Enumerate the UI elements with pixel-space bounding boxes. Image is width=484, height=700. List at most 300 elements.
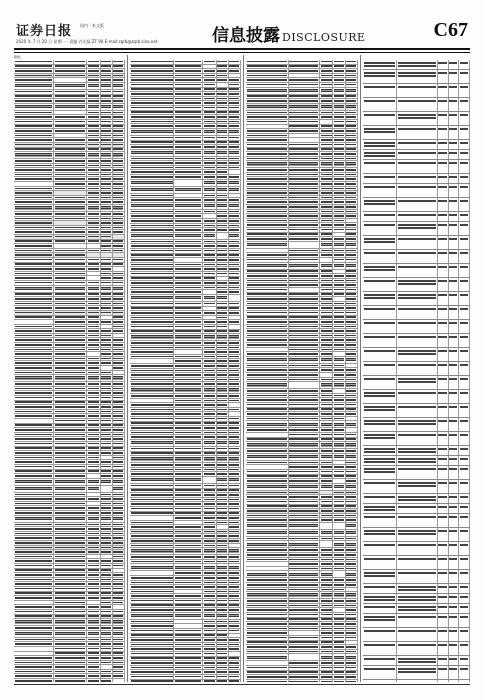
table-cell xyxy=(217,286,229,290)
table-cell xyxy=(54,569,87,573)
table-cell xyxy=(217,311,229,315)
table-cell xyxy=(229,120,241,124)
table-cell xyxy=(130,382,174,386)
table-cell xyxy=(54,465,87,469)
table-cell xyxy=(449,150,460,159)
table-cell xyxy=(130,493,174,497)
table-row xyxy=(246,263,358,270)
table-cell xyxy=(54,642,87,646)
table-cell xyxy=(320,553,333,557)
table-cell xyxy=(459,362,470,375)
table-cell xyxy=(54,375,87,381)
table-cell xyxy=(438,292,449,305)
table-row xyxy=(363,528,470,542)
table-cell xyxy=(289,99,320,103)
table-cell xyxy=(101,516,113,522)
table-cell xyxy=(203,210,216,214)
table-cell xyxy=(289,364,320,368)
table-cell xyxy=(320,592,333,598)
table-cell xyxy=(397,362,438,375)
table-cell xyxy=(87,460,100,464)
table-cell xyxy=(113,506,125,510)
table-cell xyxy=(333,302,345,306)
table-cell xyxy=(449,70,460,83)
table-cell xyxy=(101,272,113,276)
table-cell xyxy=(229,666,241,670)
table-cell xyxy=(346,537,358,541)
table-cell xyxy=(14,405,54,409)
table-cell xyxy=(113,217,125,221)
table-cell xyxy=(333,442,345,448)
table-cell xyxy=(14,516,54,522)
table-cell xyxy=(289,138,320,142)
table-row xyxy=(363,150,470,160)
table-cell xyxy=(54,129,87,133)
table-cell xyxy=(346,495,358,499)
table-cell xyxy=(217,272,229,276)
table-cell xyxy=(130,489,174,493)
table-cell xyxy=(459,264,470,277)
table-cell xyxy=(246,348,289,352)
table-cell xyxy=(113,433,125,437)
table-cell xyxy=(101,325,113,329)
table-cell xyxy=(101,527,113,531)
table-cell xyxy=(203,525,216,529)
table-cell xyxy=(320,95,333,99)
table-cell xyxy=(449,184,460,197)
table-cell xyxy=(217,214,229,218)
table-cell xyxy=(246,83,289,87)
table-cell xyxy=(229,382,241,386)
table-cell xyxy=(130,525,174,529)
table-cell xyxy=(229,187,241,193)
table-cell xyxy=(174,544,203,548)
table-cell xyxy=(346,421,358,427)
table-cell xyxy=(101,375,113,381)
table-cell xyxy=(397,250,438,263)
table-cell xyxy=(246,636,289,640)
section-title-cn: 信息披露 xyxy=(212,26,280,46)
table-cell xyxy=(438,236,449,249)
table-cell xyxy=(289,408,320,412)
table-cell xyxy=(130,604,174,608)
table-cell xyxy=(346,191,358,195)
table-cell xyxy=(113,244,125,248)
table-cell xyxy=(130,320,174,324)
table-cell xyxy=(333,187,345,191)
table-cell xyxy=(346,433,358,437)
table-cell xyxy=(320,599,333,603)
table-cell xyxy=(101,610,113,614)
table-cell xyxy=(87,253,100,257)
table-cell xyxy=(449,60,460,69)
table-cell xyxy=(363,126,397,139)
table-cell xyxy=(438,348,449,361)
table-cell xyxy=(289,403,320,407)
table-cell xyxy=(397,334,438,347)
table-row xyxy=(363,542,470,556)
table-cell xyxy=(174,472,203,476)
table-cell xyxy=(397,306,438,319)
table-cell xyxy=(217,302,229,306)
table-cell xyxy=(229,150,241,156)
table-cell xyxy=(289,237,320,241)
table-cell xyxy=(217,456,229,462)
table-cell xyxy=(54,615,87,619)
table-cell xyxy=(229,477,241,483)
table-cell xyxy=(174,422,203,426)
table-cell xyxy=(87,329,100,333)
table-cell xyxy=(320,343,333,347)
table-cell xyxy=(174,210,203,214)
table-cell xyxy=(14,205,54,211)
table-row xyxy=(246,161,358,168)
table-cell xyxy=(130,412,174,416)
table-cell xyxy=(14,272,54,276)
table-cell xyxy=(333,541,345,547)
table-cell xyxy=(54,605,87,609)
table-cell xyxy=(54,536,87,540)
table-cell xyxy=(130,92,174,96)
table-cell xyxy=(289,470,320,474)
table-cell xyxy=(101,95,113,99)
table-cell xyxy=(320,627,333,631)
table-cell xyxy=(289,157,320,161)
table-cell xyxy=(54,258,87,262)
table-cell xyxy=(130,657,174,661)
table-cell xyxy=(397,642,438,655)
table-cell xyxy=(346,613,358,617)
table-cell xyxy=(174,652,203,656)
table-cell xyxy=(217,539,229,543)
table-cell xyxy=(217,249,229,253)
table-cell xyxy=(229,330,241,334)
table-cell xyxy=(333,592,345,598)
table-cell xyxy=(130,267,174,271)
table-cell xyxy=(346,518,358,522)
table-cell xyxy=(289,74,320,78)
table-cell xyxy=(246,210,289,214)
table-cell xyxy=(397,174,438,183)
table-cell xyxy=(289,389,320,393)
table-cell xyxy=(203,624,216,628)
table-row xyxy=(363,642,470,656)
table-cell xyxy=(113,104,125,110)
table-cell xyxy=(363,570,397,583)
table-cell xyxy=(438,456,449,465)
table-cell xyxy=(346,479,358,483)
table-cell xyxy=(363,278,397,291)
table-cell xyxy=(346,373,358,377)
table-cell xyxy=(87,382,100,386)
table-cell xyxy=(246,631,289,635)
table-cell xyxy=(113,83,125,89)
table-cell xyxy=(246,104,289,110)
table-cell xyxy=(217,403,229,407)
table-cell xyxy=(14,511,54,515)
table-cell xyxy=(130,277,174,281)
table-cell xyxy=(459,150,470,159)
table-cell xyxy=(113,267,125,271)
table-cell xyxy=(174,564,203,570)
table-cell xyxy=(87,387,100,391)
table-cell xyxy=(87,615,100,619)
table-cell xyxy=(174,244,203,248)
table-row xyxy=(130,477,241,484)
table-cell xyxy=(246,65,289,69)
table-cell xyxy=(333,338,345,342)
table-cell xyxy=(113,619,125,625)
table-cell xyxy=(101,129,113,133)
table-cell xyxy=(289,627,320,631)
table-cell xyxy=(101,191,113,195)
table-cell xyxy=(113,306,125,310)
table-cell xyxy=(113,592,125,596)
table-cell xyxy=(459,628,470,641)
table-cell xyxy=(14,592,54,596)
table-cell xyxy=(113,230,125,234)
table-cell xyxy=(397,456,438,465)
table-cell xyxy=(217,387,229,393)
table-cell xyxy=(333,283,345,287)
table-cell xyxy=(217,657,229,661)
table-cell xyxy=(229,634,241,638)
table-cell xyxy=(54,626,87,630)
table-cell xyxy=(246,168,289,172)
table-cell xyxy=(54,559,87,563)
table-cell xyxy=(87,134,100,138)
table-cell xyxy=(289,394,320,398)
table-cell xyxy=(203,521,216,525)
table-cell xyxy=(14,83,54,89)
table-cell xyxy=(333,373,345,377)
table-cell xyxy=(217,355,229,359)
table-cell xyxy=(333,548,345,552)
table-cell xyxy=(459,98,470,111)
table-cell xyxy=(449,98,460,111)
table-cell xyxy=(130,507,174,511)
table-cell xyxy=(363,680,397,682)
table-cell xyxy=(320,608,333,612)
table-cell xyxy=(174,387,203,393)
table-cell xyxy=(438,642,449,655)
table-cell xyxy=(54,366,87,370)
table-cell xyxy=(14,479,54,485)
table-cell xyxy=(101,396,113,400)
table-cell xyxy=(113,523,125,527)
table-cell xyxy=(246,484,289,490)
table-cell xyxy=(346,274,358,278)
table-cell xyxy=(174,493,203,497)
table-cell xyxy=(87,642,100,646)
table-cell xyxy=(174,364,203,368)
table-cell xyxy=(130,302,174,306)
table-cell xyxy=(130,373,174,377)
table-cell xyxy=(113,516,125,522)
table-cell xyxy=(101,414,113,418)
table-cell xyxy=(87,267,100,271)
table-cell xyxy=(229,170,241,174)
table-cell xyxy=(229,521,241,525)
table-cell xyxy=(229,638,241,642)
table-cell xyxy=(203,136,216,140)
table-cell xyxy=(229,399,241,403)
table-cell xyxy=(320,479,333,483)
table-cell xyxy=(203,412,216,416)
table-cell xyxy=(320,320,333,324)
table-row xyxy=(363,390,470,404)
table-cell xyxy=(333,316,345,320)
table-cell xyxy=(101,253,113,257)
table-cell xyxy=(101,506,113,510)
table-cell xyxy=(87,550,100,554)
table-cell xyxy=(14,177,54,181)
table-cell xyxy=(87,573,100,577)
table-cell xyxy=(203,456,216,462)
table-cell xyxy=(113,148,125,152)
table-cell xyxy=(289,129,320,133)
table-cell xyxy=(174,240,203,244)
table-cell xyxy=(113,546,125,550)
table-cell xyxy=(449,614,460,627)
table-cell xyxy=(438,614,449,627)
table-cell xyxy=(217,263,229,267)
table-cell xyxy=(229,431,241,435)
table-cell xyxy=(101,559,113,563)
table-cell xyxy=(246,403,289,407)
table-cell xyxy=(217,295,229,301)
table-cell xyxy=(217,170,229,174)
table-cell xyxy=(14,582,54,586)
table-cell xyxy=(346,173,358,177)
table-cell xyxy=(320,182,333,186)
table-cell xyxy=(397,480,438,493)
table-cell xyxy=(397,348,438,361)
newspaper-logo: 证券日报 xyxy=(16,24,73,39)
table-cell xyxy=(174,643,203,647)
table-cell xyxy=(174,477,203,483)
table-cell xyxy=(54,631,87,637)
table-cell xyxy=(203,539,216,543)
table-cell xyxy=(320,88,333,94)
table-cell xyxy=(14,550,54,554)
table-cell xyxy=(217,525,229,529)
table-cell xyxy=(320,152,333,156)
table-cell xyxy=(101,111,113,115)
table-cell xyxy=(174,316,203,320)
table-cell xyxy=(14,465,54,469)
table-cell xyxy=(87,293,100,297)
table-cell xyxy=(333,583,345,587)
table-cell xyxy=(87,661,100,665)
table-cell xyxy=(217,187,229,193)
table-cell xyxy=(320,242,333,248)
table-cell xyxy=(246,408,289,412)
table-cell xyxy=(14,532,54,536)
table-cell xyxy=(217,408,229,412)
table-cell xyxy=(363,480,397,493)
table-cell xyxy=(54,338,87,342)
table-cell xyxy=(87,631,100,637)
table-cell xyxy=(289,249,320,253)
table-cell xyxy=(101,134,113,138)
table-cell xyxy=(54,451,87,455)
table-cell xyxy=(14,497,54,501)
table-cell xyxy=(246,368,289,372)
table-row xyxy=(130,613,241,620)
table-cell xyxy=(101,626,113,630)
table-cell xyxy=(333,680,345,682)
table-cell xyxy=(333,403,345,407)
table-cell xyxy=(113,559,125,563)
table-cell xyxy=(14,447,54,451)
table-cell xyxy=(246,641,289,645)
table-row xyxy=(363,278,470,292)
table-cell xyxy=(174,330,203,334)
table-cell xyxy=(229,198,241,202)
table-cell xyxy=(87,532,100,536)
table-cell xyxy=(320,475,333,479)
table-cell xyxy=(320,191,333,195)
table-cell xyxy=(87,129,100,133)
table-cell xyxy=(87,320,100,324)
table-cell xyxy=(449,642,460,655)
table-cell xyxy=(346,636,358,640)
table-cell xyxy=(246,157,289,161)
table-cell xyxy=(217,521,229,525)
table-cell xyxy=(217,115,229,119)
table-cell xyxy=(346,99,358,103)
table-cell xyxy=(113,479,125,485)
table-cell xyxy=(54,177,87,181)
table-cell xyxy=(101,78,113,82)
table-cell xyxy=(229,97,241,101)
table-row xyxy=(130,680,241,683)
table-cell xyxy=(246,680,289,682)
table-cell xyxy=(113,601,125,605)
table-cell xyxy=(113,536,125,540)
table-cell xyxy=(101,582,113,586)
table-cell xyxy=(203,463,216,467)
table-cell xyxy=(438,494,449,503)
table-cell xyxy=(346,364,358,368)
table-cell xyxy=(320,237,333,241)
table-cell xyxy=(203,219,216,223)
table-cell xyxy=(174,408,203,412)
table-cell xyxy=(130,502,174,506)
table-row xyxy=(363,362,470,376)
table-cell xyxy=(229,394,241,398)
table-cell xyxy=(203,244,216,248)
table-cell xyxy=(333,270,345,274)
table-cell xyxy=(246,125,289,129)
table-cell xyxy=(87,187,100,191)
table-cell xyxy=(346,461,358,465)
table-cell xyxy=(333,88,345,94)
table-cell xyxy=(217,136,229,140)
table-cell xyxy=(320,274,333,278)
table-cell xyxy=(346,398,358,402)
table-cell xyxy=(14,615,54,619)
table-cell xyxy=(289,571,320,577)
table-cell xyxy=(346,558,358,562)
table-cell xyxy=(229,83,241,87)
table-cell xyxy=(438,556,449,569)
table-cell xyxy=(229,316,241,320)
table-cell xyxy=(320,306,333,310)
table-cell xyxy=(246,433,289,437)
table-cell xyxy=(363,494,397,503)
